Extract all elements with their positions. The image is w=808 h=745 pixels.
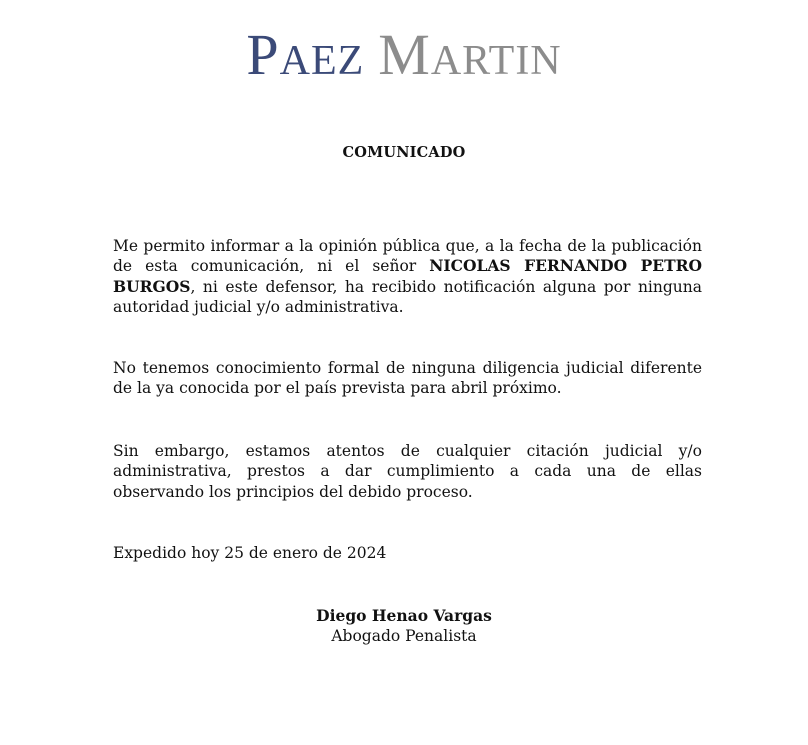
signature-role: Abogado Penalista bbox=[331, 627, 477, 645]
logo-word-martin bbox=[378, 22, 562, 87]
paragraph-1-before: Me permito informar a la opinión pública que, a la fecha de la publicación de esta comunicación, ni el señor bbox=[113, 237, 702, 276]
paragraph-attention: Sin embargo, estamos atentos de cualquier citación judicial y/o administrativa, prestos a dar cumplimiento a cada una de ellas observando los principios del debido proceso. bbox=[113, 442, 702, 501]
signature-name: Diego Henao Vargas bbox=[316, 606, 492, 625]
person-name-bold: NICOLAS FERNANDO PETRO BURGOS bbox=[113, 256, 702, 296]
logo-rest-artin: ARTIN bbox=[430, 38, 562, 84]
paragraph-1-after: , ni este defensor, ha recibido notificación alguna por ninguna autoridad judicial y/o administrativa. bbox=[113, 277, 702, 316]
date-line: Expedido hoy 25 de enero de 2024 bbox=[113, 544, 387, 562]
logo-initial-m: M bbox=[378, 22, 431, 87]
letterhead-logo bbox=[0, 22, 808, 87]
paragraph-notification bbox=[113, 236, 702, 317]
logo-rest-aez: AEZ bbox=[279, 38, 365, 84]
logo-initial-p: P bbox=[246, 22, 280, 87]
document-heading: COMUNICADO bbox=[342, 144, 466, 161]
logo-word-paez bbox=[246, 22, 365, 87]
paragraph-knowledge: No tenemos conocimiento formal de ninguna diligencia judicial diferente de la ya conocida por el país prevista para abril próximo. bbox=[113, 359, 702, 398]
